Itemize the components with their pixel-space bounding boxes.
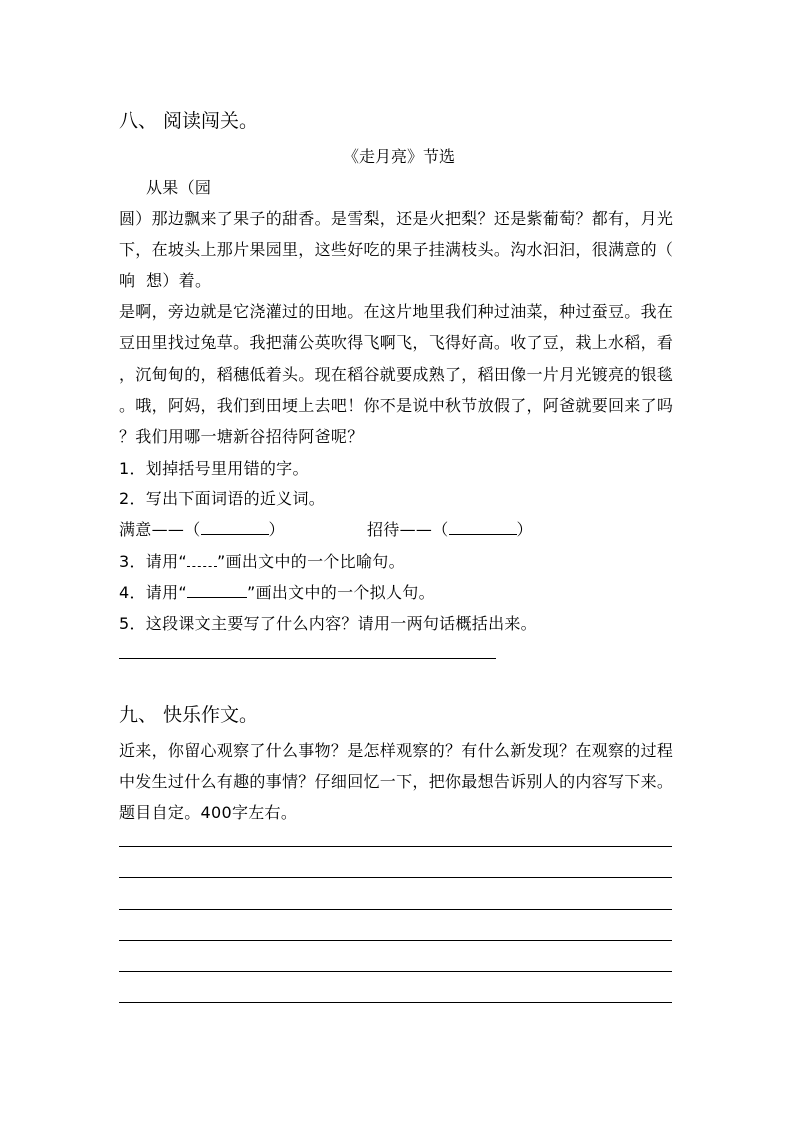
q5-answer-line[interactable] <box>119 658 496 659</box>
question-3 <box>119 549 405 572</box>
passage-line-7: ，沉甸甸的，稻穗低着头。现在稻谷就要成熟了，稻田像一片月光镀亮的银毯 <box>119 365 674 384</box>
essay-prompt-line-3: 题目自定。400字左右。 <box>119 803 298 822</box>
passage-line-6: 豆田里找过兔草。我把蒲公英吹得飞啊飞，飞得好高。收了豆，栽上水稻，看 <box>119 333 674 352</box>
passage-line-4: 响 想）着。 <box>119 271 212 290</box>
essay-writing-line[interactable] <box>119 971 672 972</box>
q3-suffix: ”画出文中的一个比喻句。 <box>216 552 405 571</box>
essay-prompt-line-1: 近来，你留心观察了什么事物？是怎样观察的？有什么新发现？在观察的过程 <box>119 741 674 760</box>
essay-prompt-line-2: 中发生过什么有趣的事情？仔细回忆一下，把你最想告诉别人的内容写下来。 <box>119 772 674 791</box>
question-5: 5．这段课文主要写了什么内容？请用一两句话概括出来。 <box>119 614 537 633</box>
essay-writing-line[interactable] <box>119 909 672 910</box>
q4-prefix: 4．请用“ <box>119 583 187 602</box>
question-2: 2．写出下面词语的近义词。 <box>119 489 326 508</box>
essay-writing-line[interactable] <box>119 1002 672 1003</box>
q2b-answer-blank[interactable] <box>449 520 517 535</box>
passage-line-9: ？我们用哪一塘新谷招待阿爸呢？ <box>119 427 364 446</box>
passage-line-1: 从果（园 <box>146 178 212 197</box>
essay-writing-line[interactable] <box>119 846 672 847</box>
q2a-word: 满意——（ <box>119 520 201 539</box>
passage-line-3: 下，在坡头上那片果园里，这些好吃的果子挂满枝头。沟水汩汩，很满意的（ <box>119 240 674 259</box>
q2b-close-paren: ） <box>516 520 533 539</box>
essay-writing-line[interactable] <box>119 940 672 941</box>
q2b-word: 招待——（ <box>367 520 449 539</box>
passage-line-8: 。哦，阿妈，我们到田埂上去吧！你不是说中秋节放假了，阿爸就要回来了吗 <box>119 396 674 415</box>
q3-prefix: 3．请用“ <box>119 552 187 571</box>
q2a-close-paren: ） <box>268 520 285 539</box>
q2a-answer-blank[interactable] <box>201 520 269 535</box>
question-4 <box>119 580 435 603</box>
question-2a <box>119 517 285 540</box>
section-9-heading: 九、 快乐作文。 <box>119 704 259 726</box>
essay-writing-line[interactable] <box>119 877 672 878</box>
question-1: 1．划掉括号里用错的字。 <box>119 459 309 478</box>
straight-line-sample <box>187 583 247 598</box>
question-2b <box>367 517 533 540</box>
passage-line-2: 圆）那边飘来了果子的甜香。是雪梨，还是火把梨？还是紫葡萄？都有，月光 <box>119 209 674 228</box>
passage-title: 《走月亮》节选 <box>343 147 456 166</box>
wavy-line-sample <box>187 556 217 567</box>
q4-suffix: ”画出文中的一个拟人句。 <box>246 583 435 602</box>
passage-line-5: 是啊，旁边就是它浇灌过的田地。在这片地里我们种过油菜，种过蚕豆。我在 <box>119 302 674 321</box>
section-8-heading: 八、 阅读闯关。 <box>119 110 259 132</box>
